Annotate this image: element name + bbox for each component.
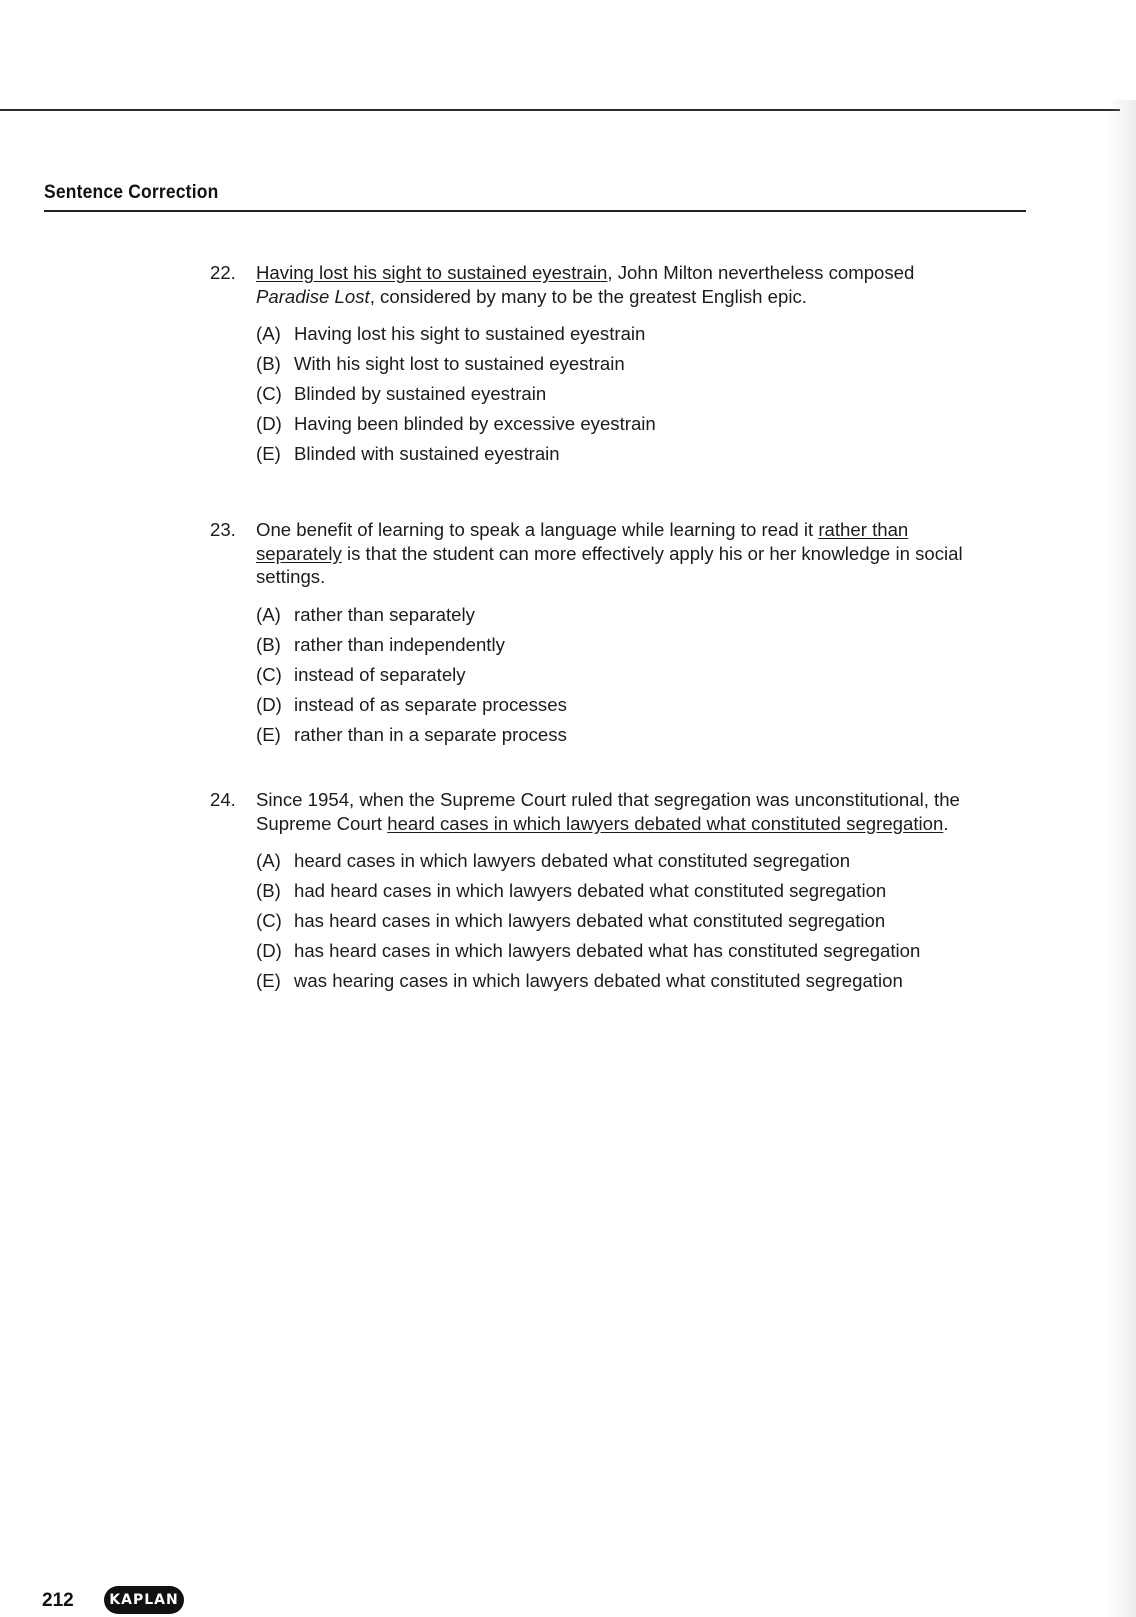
answer-choice-e	[256, 966, 970, 996]
choice-text: instead of separately	[294, 663, 466, 685]
choice-text: Blinded with sustained eyestrain	[294, 443, 560, 464]
choice-letter: (D)	[256, 940, 282, 961]
underlined-phrase: rather than separately	[256, 519, 909, 564]
answer-choice-c	[256, 660, 970, 690]
choice-text: Having lost his sight to sustained eyestrain	[294, 323, 646, 344]
choice-letter: (B)	[256, 353, 281, 374]
question-stem	[256, 788, 970, 835]
question-number: 23.	[210, 519, 236, 540]
answer-choice-a	[256, 846, 970, 876]
page-number: 212	[42, 1590, 74, 1611]
answer-choice-a	[256, 319, 970, 349]
choice-letter: (D)	[256, 693, 282, 715]
answer-choice-b	[256, 349, 970, 379]
answer-choice-e	[256, 439, 970, 469]
underlined-phrase: Having lost his sight to sustained eyestrain	[256, 262, 608, 283]
stem-text: Since 1954, when the Supreme Court ruled that segregation was unconstitutional, the Supreme Court	[256, 789, 960, 834]
choice-text: rather than separately	[294, 603, 475, 625]
stem-text: .	[943, 812, 949, 834]
kaplan-logo: KAPLAN	[104, 1586, 184, 1614]
choice-letter: (C)	[256, 910, 282, 931]
stem-italic-title: Paradise Lost	[256, 285, 370, 307]
choice-letter: (E)	[256, 443, 281, 464]
question-23	[210, 518, 970, 750]
choice-letter: (E)	[256, 970, 281, 991]
answer-choice-b	[256, 876, 970, 906]
section-title: Sentence Correction	[44, 182, 219, 203]
answer-choice-c	[256, 379, 970, 409]
choice-text: Having been blinded by excessive eyestrain	[294, 413, 656, 434]
question-number: 22.	[210, 262, 236, 283]
answer-choice-b	[256, 630, 970, 660]
choice-text: has heard cases in which lawyers debated what constituted segregation	[294, 910, 886, 931]
choice-letter: (A)	[256, 323, 281, 344]
answer-choices	[256, 600, 970, 750]
answer-choices	[256, 846, 970, 996]
choice-text: had heard cases in which lawyers debated what constituted segregation	[294, 880, 887, 901]
answer-choice-d	[256, 936, 970, 966]
choice-text: has heard cases in which lawyers debated what has constituted segregation	[294, 940, 921, 961]
choice-letter: (B)	[256, 880, 281, 901]
choice-letter: (D)	[256, 413, 282, 434]
choice-text: heard cases in which lawyers debated what constituted segregation	[294, 850, 851, 871]
question-number: 24.	[210, 789, 236, 810]
stem-text: One benefit of learning to speak a language while learning to read it	[256, 519, 819, 540]
question-22	[210, 261, 970, 469]
choice-letter: (B)	[256, 633, 281, 655]
stem-text: , considered by many to be the greatest English epic.	[369, 285, 807, 307]
stem-text: is that the student can more effectively apply his or her knowledge in social settings.	[256, 542, 963, 587]
choice-letter: (A)	[256, 603, 281, 625]
answer-choices	[256, 319, 970, 469]
choice-letter: (C)	[256, 383, 282, 404]
answer-choice-c	[256, 906, 970, 936]
answer-choice-e	[256, 720, 970, 750]
choice-letter: (A)	[256, 850, 281, 871]
answer-choice-a	[256, 600, 970, 630]
underlined-phrase: heard cases in which lawyers debated what constituted segregation	[387, 812, 944, 834]
choice-letter: (C)	[256, 663, 282, 685]
scan-edge-shadow	[1108, 100, 1136, 1617]
top-rule	[0, 109, 1120, 111]
choice-text: Blinded by sustained eyestrain	[294, 383, 547, 404]
stem-text: , John Milton nevertheless composed	[607, 262, 915, 283]
choice-text: rather than independently	[294, 633, 505, 655]
choice-text: With his sight lost to sustained eyestrain	[294, 353, 625, 374]
question-stem	[256, 518, 970, 589]
answer-choice-d	[256, 690, 970, 720]
answer-choice-d	[256, 409, 970, 439]
question-stem	[256, 261, 970, 308]
choice-text: rather than in a separate process	[294, 723, 567, 745]
question-24	[210, 788, 970, 996]
choice-text: was hearing cases in which lawyers debated what constituted segregation	[294, 970, 903, 991]
header-rule	[44, 210, 1026, 212]
choice-text: instead of as separate processes	[294, 693, 567, 715]
choice-letter: (E)	[256, 723, 281, 745]
